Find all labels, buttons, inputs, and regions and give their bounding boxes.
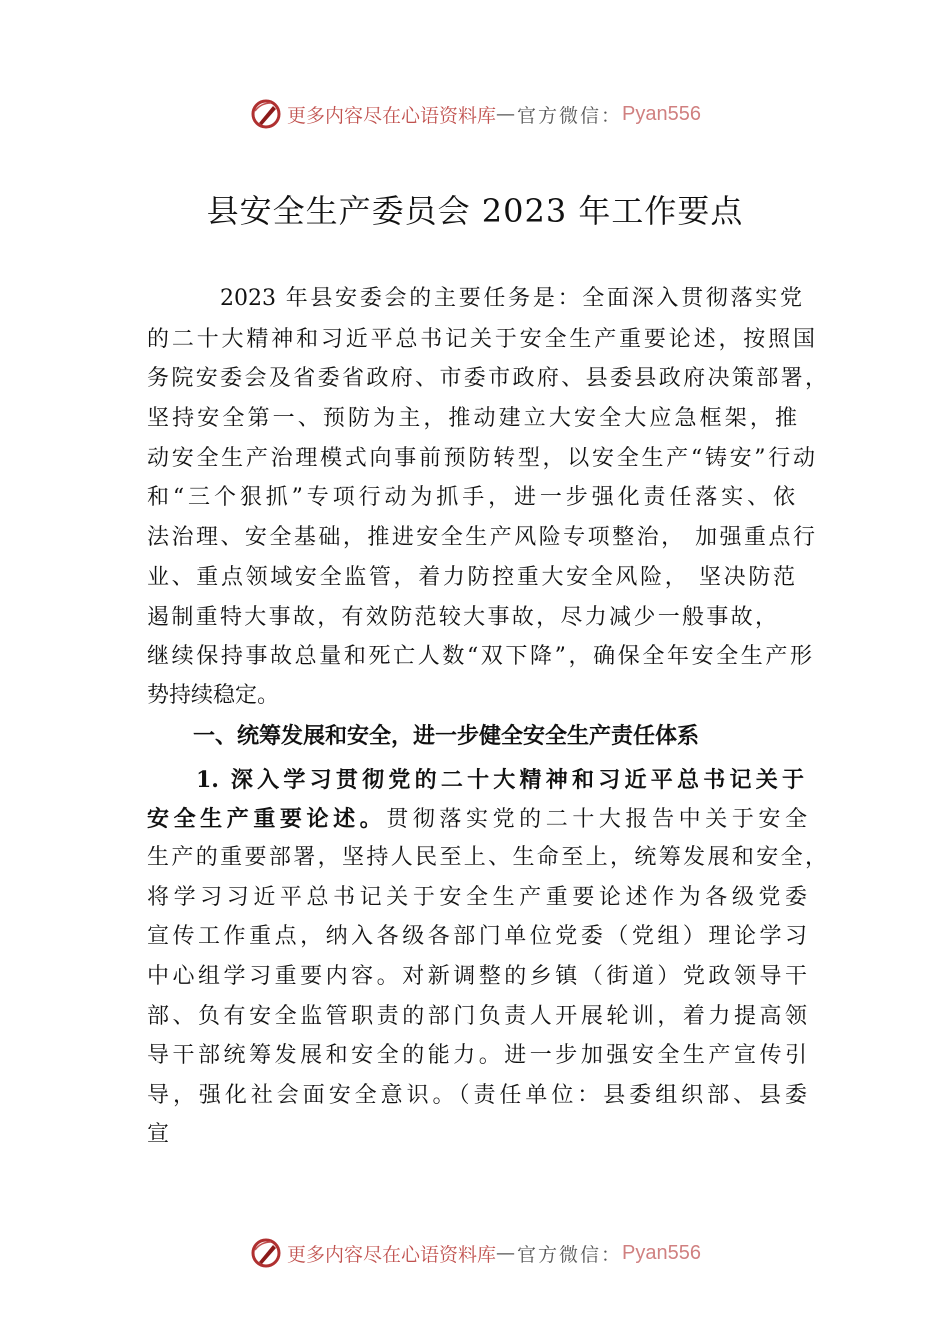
item-line: 中心组学习重要内容。对新调整的乡镇（街道）党政领导干 (147, 964, 807, 989)
watermark-label: 官方微信： (517, 104, 623, 127)
intro-line: 遏制重特大事故，有效防范较大事故，尽力减少一般事故， (147, 605, 777, 630)
watermark-sep: — (496, 103, 518, 125)
item-line (147, 804, 807, 835)
item-line: 部、负有安全监管职责的部门负责人开展轮训，着力提高领 (147, 1004, 807, 1029)
intro-line: 的二十大精神和习近平总书记关于安全生产重要论述，按照国 (147, 327, 815, 352)
intro-line: 务院安委会及省委省政府、市委市政府、县委县政府决策部署， (147, 366, 827, 391)
item-heading: 1. 深入学习贯彻党的二十大精神和习近平总书记关于 (196, 767, 804, 793)
page-title: 县安全生产委员会 2023 年工作要点 (206, 192, 744, 230)
watermark-id: Pyan556 (622, 102, 701, 125)
item-line: 宣传工作重点，纳入各级各部门单位党委（党组）理论学习 (147, 924, 807, 949)
watermark-label: 官方微信： (517, 1243, 623, 1266)
watermark-brand: 更多内容尽在心语资料库 (287, 104, 497, 127)
watermark-footer (0, 1233, 950, 1273)
watermark-brand: 更多内容尽在心语资料库 (287, 1243, 497, 1266)
item-line: 导，强化社会面安全意识。（责任单位：县委组织部、县委 (147, 1083, 807, 1108)
pen-logo-icon (249, 97, 283, 131)
intro-line: 业、重点领域安全监管，着力防控重大安全风险， 坚决防范 (147, 565, 795, 590)
watermark-header (0, 94, 950, 134)
item-line: 将学习习近平总书记关于安全生产重要论述作为各级党委 (147, 885, 807, 910)
section-heading: 一、统筹发展和安全，进一步健全安全生产责任体系 (193, 723, 700, 749)
intro-line: 和“三个狠抓”专项行动为抓手，进一步强化责任落实、依 (147, 485, 795, 510)
intro-line: 动安全生产治理模式向事前预防转型，以安全生产“铸安”行动 (147, 446, 815, 471)
watermark-sep: — (496, 1242, 518, 1264)
pen-logo-icon (249, 1236, 283, 1270)
intro-line: 法治理、安全基础，推进安全生产风险专项整治， 加强重点行 (147, 525, 815, 550)
intro-line: 2023 年县安委会的主要任务是：全面深入贯彻落实党 (220, 286, 802, 311)
intro-line: 势持续稳定。 (147, 683, 280, 708)
watermark-id: Pyan556 (622, 1241, 701, 1264)
intro-line: 继续保持事故总量和死亡人数“双下降”，确保全年安全生产形 (147, 644, 812, 669)
intro-line: 坚持安全第一、预防为主，推动建立大安全大应急框架，推 (147, 406, 797, 431)
item-heading-cont: 安全生产重要论述。 (147, 806, 387, 832)
item-line: 宣 (147, 1122, 170, 1147)
item-line: 导干部统筹发展和安全的能力。进一步加强安全生产宣传引 (147, 1043, 807, 1068)
item-text: 贯彻落实党的二十大报告中关于安全 (386, 807, 807, 832)
item-line: 生产的重要部署，坚持人民至上、生命至上，统筹发展和安全， (147, 845, 827, 870)
